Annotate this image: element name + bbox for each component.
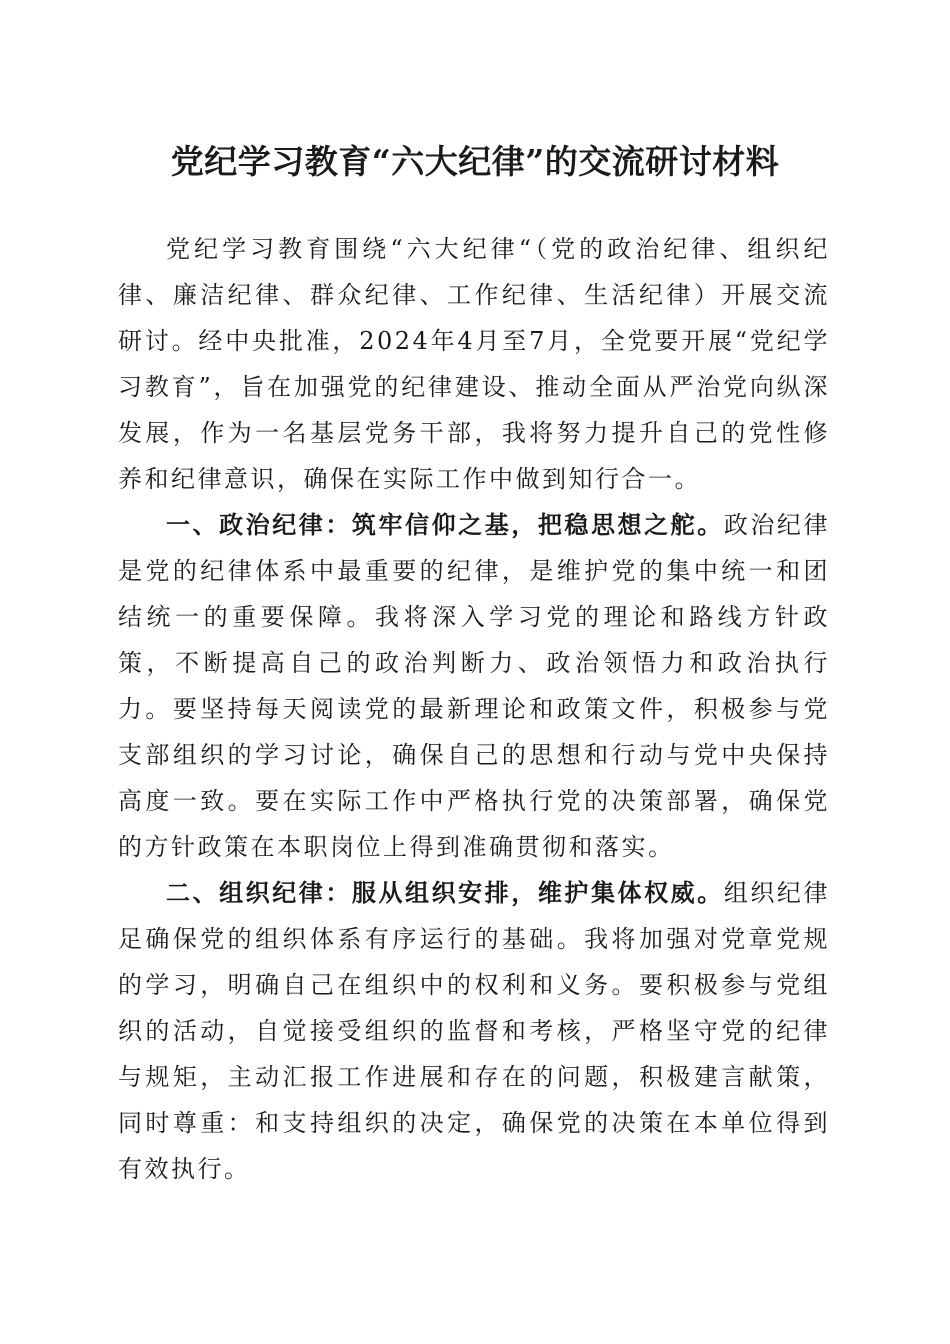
document-title: 党纪学习教育“六大纪律”的交流研讨材料 [170, 142, 780, 181]
section-heading: 二、组织纪律：服从组织安排，维护集体权威。 [166, 879, 724, 907]
document-body [118, 226, 830, 1192]
intro-paragraph: 党纪学习教育围绕“六大纪律“（党的政治纪律、组织纪律、廉洁纪律、群众纪律、工作纪律、生活纪律）开展交流研讨。经中央批准，2024年4月至7月，全党要开展“党纪学习教育”，旨在加强党的纪律建设、推动全面从严治党向纵深发展，作为一名基层党务干部，我将努力提升自己的党性修养和纪律意识，确保在实际工作中做到知行合一。 [118, 235, 830, 493]
section-heading: 一、政治纪律：筑牢信仰之基，把稳思想之舵。 [166, 511, 724, 539]
section-political-discipline [118, 502, 830, 870]
section-text: 政治纪律是党的纪律体系中最重要的纪律，是维护党的集中统一和团结统一的重要保障。我将深入学习党的理论和路线方针政策，不断提高自己的政治判断力、政治领悟力和政治执行力。要坚持每天阅读党的最新理论和政策文件，积极参与党支部组织的学习讨论，确保自己的思想和行动与党中央保持高度一致。要在实际工作中严格执行党的决策部署，确保党的方针政策在本职岗位上得到准确贯彻和落实。 [118, 511, 830, 861]
section-organizational-discipline [118, 870, 830, 1192]
section-text: 组织纪律足确保党的组织体系有序运行的基础。我将加强对党章党规的学习，明确自己在组织中的权利和义务。要积极参与党组织的活动，自觉接受组织的监督和考核，严格坚守党的纪律与规矩，主动汇报工作进展和存在的问题，积极建言献策，同时尊重：和支持组织的决定，确保党的决策在本单位得到有效执行。 [118, 879, 830, 1183]
